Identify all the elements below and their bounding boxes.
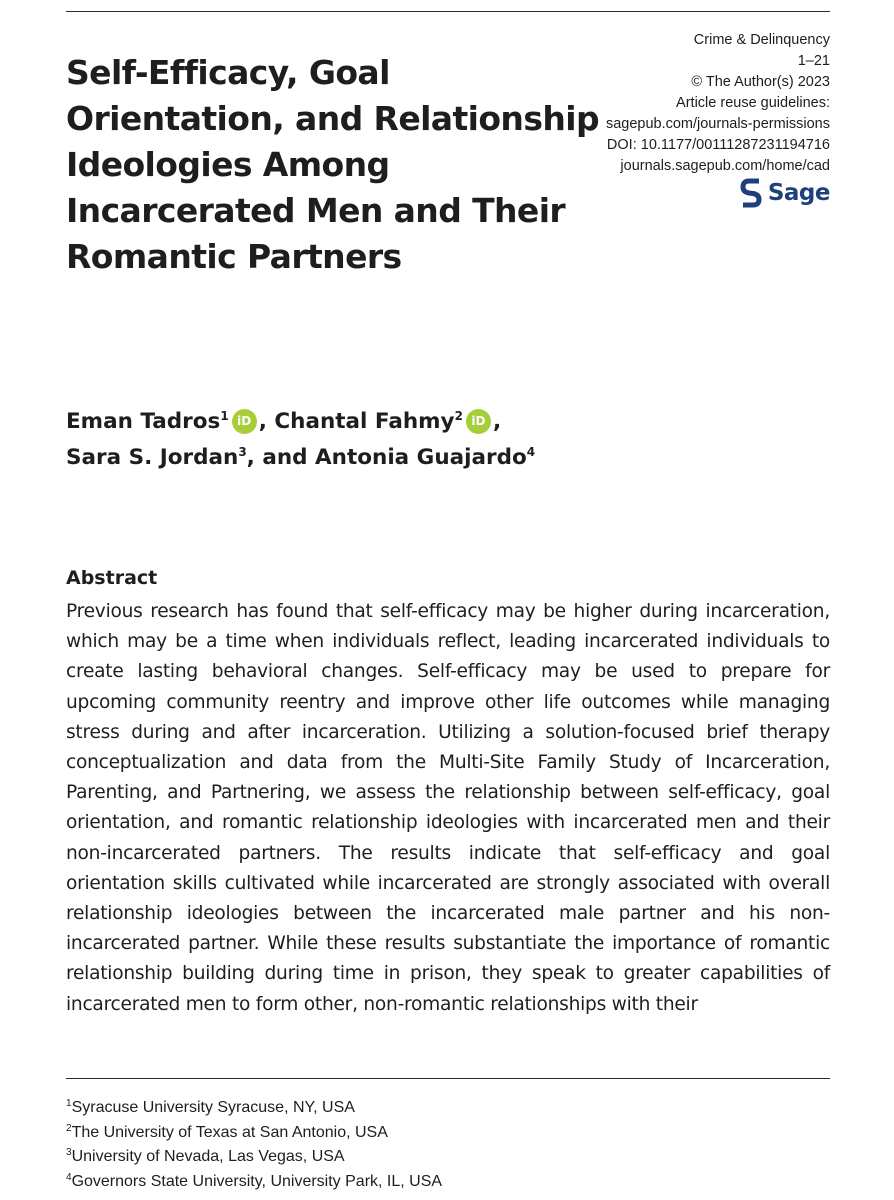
affiliation-item [66, 1121, 442, 1146]
author-affiliation-mark: 4 [526, 445, 536, 459]
journal-info [606, 30, 830, 177]
affiliation-item [66, 1145, 442, 1170]
author-affiliation-mark: 2 [454, 409, 463, 423]
doi[interactable]: DOI: 10.1177/00111287231194716 [606, 137, 830, 153]
affiliation-text: Governors State University, University Park, IL, USA [71, 1172, 443, 1190]
sage-s-icon [740, 178, 762, 208]
author-name: Eman Tadros [66, 409, 221, 434]
affiliation-text: The University of Texas at San Antonio, USA [71, 1123, 388, 1141]
affiliation-item [66, 1096, 442, 1121]
page-range: 1–21 [797, 53, 830, 69]
author-separator: , and [246, 445, 316, 470]
author-name: Sara S. Jordan [66, 445, 239, 470]
affiliation-text: University of Nevada, Las Vegas, USA [71, 1148, 345, 1165]
abstract-heading: Abstract [66, 567, 158, 589]
affiliation-mark: 2 [66, 1122, 72, 1134]
journal-name: Crime & Delinquency [693, 32, 830, 48]
reuse-link[interactable]: sagepub.com/journals-permissions [605, 116, 830, 132]
copyright: © The Author(s) 2023 [691, 74, 830, 90]
author-separator: , [258, 409, 275, 434]
sage-wordmark: Sage [767, 180, 830, 206]
author-name: Antonia Guajardo [315, 445, 527, 470]
affiliations [66, 1096, 442, 1194]
top-rule [66, 11, 830, 12]
affiliation-mark: 4 [66, 1171, 72, 1183]
reuse-label: Article reuse guidelines: [676, 95, 830, 111]
sage-logo [740, 178, 830, 208]
affiliation-mark: 1 [66, 1098, 72, 1109]
footnote-rule [66, 1078, 830, 1079]
orcid-icon[interactable]: iD [232, 409, 257, 434]
author-name: Chantal Fahmy [274, 409, 455, 434]
journal-link[interactable]: journals.sagepub.com/home/cad [620, 158, 830, 174]
abstract-text: Previous research has found that self-efficacy may be higher during incarceration, which may be a time when individuals reflect, leading incarcerated individuals to create lasting behavioral changes. Self-efficacy may be used to prepare for upcoming community reentry and improve other life outcomes while managing stress during and after incarceration. Utilizing a solution-focused brief therapy conceptualization and data from the Multi-Site Family Study of Incarceration, Parenting, and Partnering, we assess the relationship between self-efficacy, goal orientation, and romantic relationship ideologies with incarcerated men and their non-incarcerated partners. The results indicate that self-efficacy and goal orientation skills cultivated while incarcerated are strongly associated with overall relationship ideologies between the incarcerated male partner and his non-incarcerated partner. While these results substantiate the importance of romantic relationship building during time in prison, they speak to greater capabilities of incarcerated men to form other, non-romantic relationships with their [66, 601, 830, 1015]
affiliation-mark: 3 [66, 1147, 72, 1158]
orcid-icon[interactable]: iD [466, 409, 491, 434]
author-separator: , [492, 409, 502, 434]
author-affiliation-mark: 1 [220, 409, 229, 423]
affiliation-text: Syracuse University Syracuse, NY, USA [71, 1099, 355, 1116]
author-list [66, 404, 666, 476]
article-title: Self-Efficacy, Goal Orientation, and Relationship Ideologies Among Incarcerated Men and Their Romantic Partners [66, 53, 599, 276]
affiliation-item [66, 1170, 442, 1195]
author-affiliation-mark: 3 [238, 445, 247, 459]
